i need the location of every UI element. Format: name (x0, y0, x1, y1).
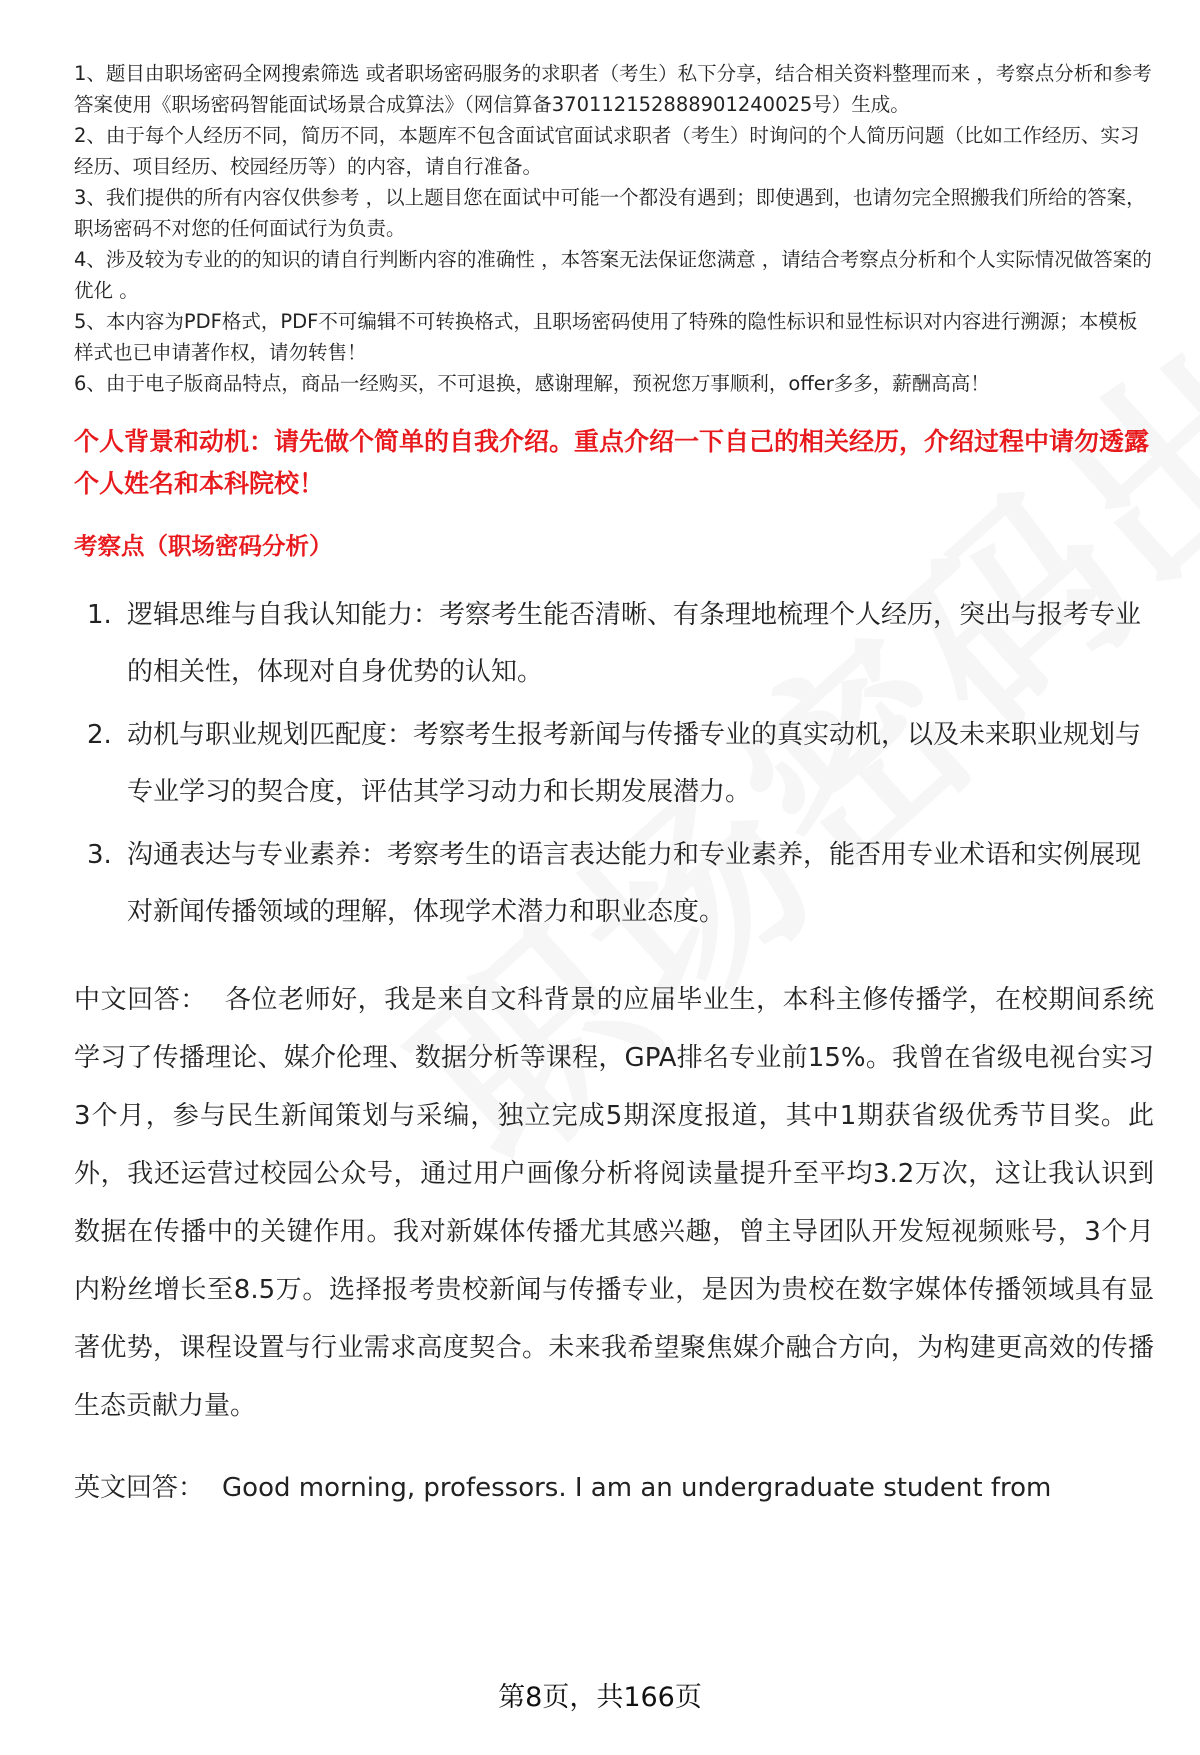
point-text: 动机与职业规划匹配度：考察考生报考新闻与传播专业的真实动机，以及未来职业规划与专业学习的契合度，评估其学习动力和长期发展潜力。 (127, 720, 1142, 807)
point-number: 2. (87, 720, 112, 750)
disclaimer-item: 2、由于每个人经历不同，简历不同，本题库不包含面试官面试求职者（考生）时询问的个人简历问题（比如工作经历、实习经历、项目经历、校园经历等）的内容，请自行准备。 (74, 124, 1140, 178)
point-text: 逻辑思维与自我认知能力：考察考生能否清晰、有条理地梳理个人经历，突出与报考专业的相关性，体现对自身优势的认知。 (127, 600, 1142, 687)
page-number-footer: 第8页，共166页 (498, 1682, 702, 1713)
chinese-answer-label: 中文回答： (74, 985, 207, 1015)
english-answer-label: 英文回答： (74, 1473, 205, 1503)
disclaimer-item: 6、由于电子版商品特点，商品一经购买，不可退换，感谢理解，预祝您万事顺利，offer多多，薪酬高高！ (74, 372, 990, 395)
disclaimer-item: 5、本内容为PDF格式，PDF不可编辑不可转换格式，且职场密码使用了特殊的隐性标识和显性标识对内容进行溯源；本模板样式也已申请著作权，请勿转售！ (74, 310, 1138, 364)
disclaimer-item: 4、涉及较为专业的的知识的请自行判断内容的准确性 ，本答案无法保证您满意 ，请结合考察点分析和个人实际情况做答案的优化 。 (74, 248, 1152, 302)
analysis-points-list (74, 587, 1154, 941)
question-title: 个人背景和动机：请先做个简单的自我介绍。重点介绍一下自己的相关经历，介绍过程中请勿透露个人姓名和本科院校！ (74, 427, 1150, 498)
analysis-point (74, 827, 1154, 941)
document-page (74, 58, 1154, 1517)
disclaimer-item: 1、题目由职场密码全网搜索筛选 或者职场密码服务的求职者（考生）私下分享，结合相关资料整理而来 ，考察点分析和参考答案使用《职场密码智能面试场景合成算法》（网信算备370112152888901240025号）生成。 (74, 62, 1152, 116)
english-answer-text: Good morning, professors. I am an undergraduate student from (222, 1473, 1052, 1503)
english-answer (74, 1459, 1154, 1517)
point-text: 沟通表达与专业素养：考察考生的语言表达能力和专业素养，能否用专业术语和实例展现对新闻传播领域的理解，体现学术潜力和职业态度。 (127, 840, 1142, 927)
point-number: 3. (87, 840, 112, 870)
disclaimer-list (74, 58, 1154, 399)
chinese-answer (74, 971, 1154, 1435)
point-number: 1. (87, 600, 112, 630)
analysis-section-title: 考察点（职场密码分析） (74, 532, 333, 560)
disclaimer-item: 3、我们提供的所有内容仅供参考 ，以上题目您在面试中可能一个都没有遇到；即使遇到，也请勿完全照搬我们所给的答案，职场密码不对您的任何面试行为负责。 (74, 186, 1146, 240)
analysis-point (74, 707, 1154, 821)
chinese-answer-text: 各位老师好，我是来自文科背景的应届毕业生，本科主修传播学，在校期间系统学习了传播理论、媒介伦理、数据分析等课程，GPA排名专业前15%。我曾在省级电视台实习3个月，参与民生新闻策划与采编，独立完成5期深度报道，其中1期获省级优秀节目奖。此外，我还运营过校园公众号，通过用户画像分析将阅读量提升至平均3.2万次，这让我认识到数据在传播中的关键作用。我对新媒体传播尤其感兴趣，曾主导团队开发短视频账号，3个月内粉丝增长至8.5万。选择报考贵校新闻与传播专业，是因为贵校在数字媒体传播领域具有显著优势，课程设置与行业需求高度契合。未来我希望聚焦媒介融合方向，为构建更高效的传播生态贡献力量。 (74, 985, 1154, 1421)
analysis-point (74, 587, 1154, 701)
